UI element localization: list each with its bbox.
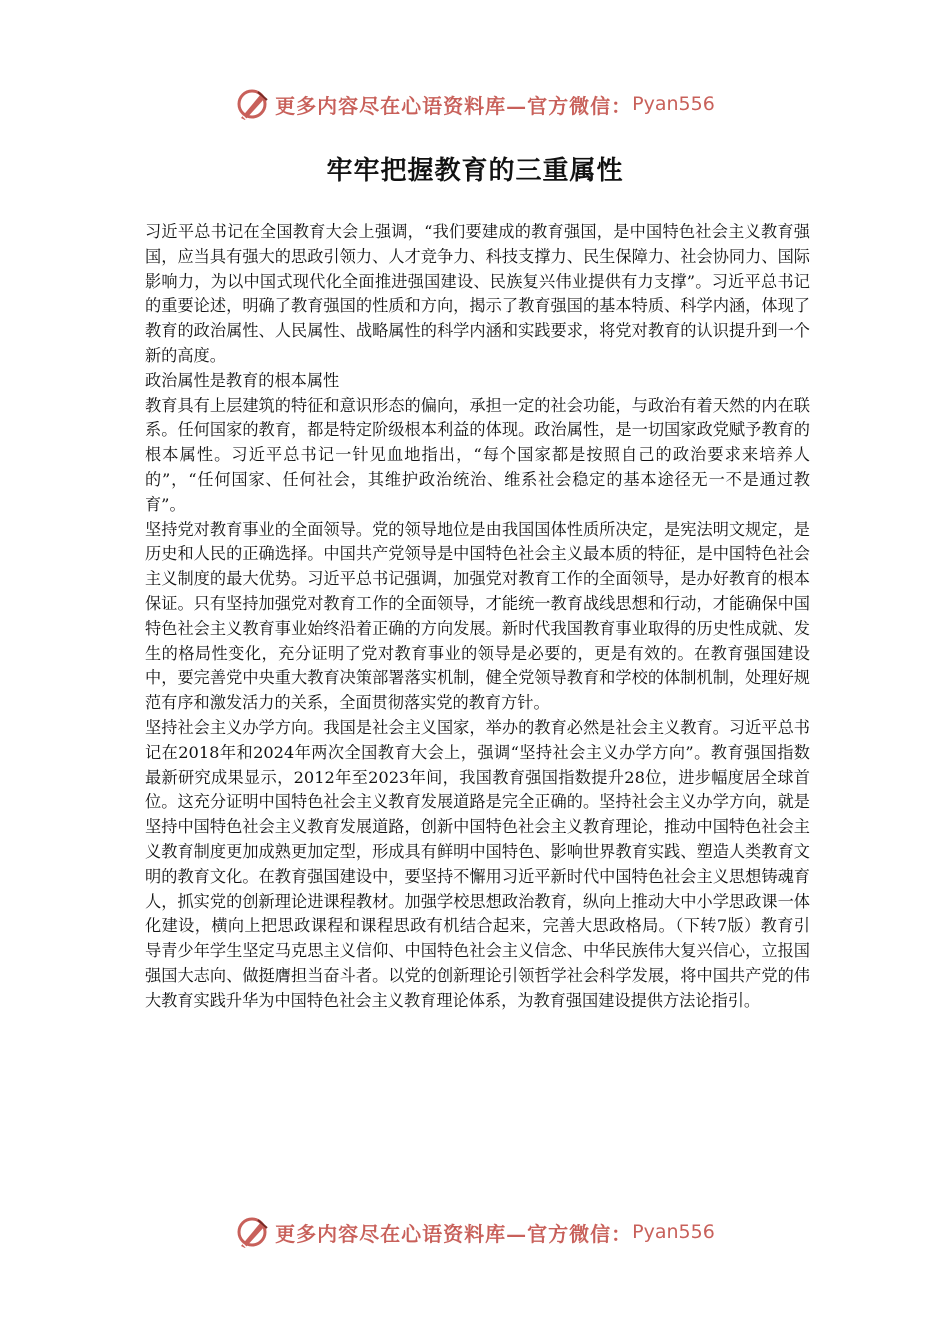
banner-wechat-handle: Pyan556: [632, 93, 715, 115]
banner-text: 更多内容尽在心语资料库—官方微信：: [275, 1221, 633, 1246]
paragraph-intro: 习近平总书记在全国教育大会上强调，“我们要建成的教育强国，是中国特色社会主义教育强国，应当具有强大的思政引领力、人才竞争力、科技支撑力、民生保障力、社会协同力、国际影响力，为以中国式现代化全面推进强国建设、民族复兴伟业提供有力支撑”。习近平总书记的重要论述，明确了教育强国的性质和方向，揭示了教育强国的基本特质、科学内涵，体现了教育的政治属性、人民属性、战略属性的科学内涵和实践要求，将党对教育的认识提升到一个新的高度。: [145, 222, 810, 365]
pen-logo-icon: [235, 86, 271, 122]
paragraph: 坚持社会主义办学方向。我国是社会主义国家，举办的教育必然是社会主义教育。习近平总书记在2018年和2024年两次全国教育大会上，强调“坚持社会主义办学方向”。教育强国指数最新研究成果显示，2012年至2023年间，我国教育强国指数提升28位，进步幅度居全球首位。这充分证明中国特色社会主义教育发展道路是完全正确的。坚持社会主义办学方向，就是坚持中国特色社会主义教育发展道路，创新中国特色社会主义教育理论，推动中国特色社会主义教育制度更加成熟更加定型，形成具有鲜明中国特色、影响世界教育实践、塑造人类教育文明的教育文化。在教育强国建设中，要坚持不懈用习近平新时代中国特色社会主义思想铸魂育人，抓实党的创新理论进课程教材。加强学校思想政治教育，纵向上推动大中小学思政课一体化建设，横向上把思政课程和课程思政有机结合起来，完善大思政格局。（下转7版）教育引导青少年学生坚定马克思主义信仰、中国特色社会主义信念、中华民族伟大复兴信心，立报国强国大志向、做挺膺担当奋斗者。以党的创新理论引领哲学社会科学发展，将中国共产党的伟大教育实践升华为中国特色社会主义教育理论体系，为教育强国建设提供方法论指引。: [145, 717, 810, 1010]
paragraph: 坚持党对教育事业的全面领导。党的领导地位是由我国国体性质所决定，是宪法明文规定，是历史和人民的正确选择。中国共产党领导是中国特色社会主义最本质的特征，是中国特色社会主义制度的最大优势。习近平总书记强调，加强党对教育工作的全面领导，是办好教育的根本保证。只有坚持加强党对教育工作的全面领导，才能统一教育战线思想和行动，才能确保中国特色社会主义教育事业始终沿着正确的方向发展。新时代我国教育事业取得的历史性成就、发生的格局性变化，充分证明了党对教育事业的领导是必要的，更是有效的。在教育强国建设中，要完善党中央重大教育决策部署落实机制，健全党领导教育和学校的体制机制，处理好规范有序和激发活力的关系，全面贯彻落实党的教育方针。: [145, 519, 810, 713]
pen-logo-icon: [235, 1214, 271, 1250]
paragraph: 教育具有上层建筑的特征和意识形态的偏向，承担一定的社会功能，与政治有着天然的内在联系。任何国家的教育，都是特定阶级根本利益的体现。政治属性，是一切国家政党赋予教育的根本属性。习近平总书记一针见血地指出，“每个国家都是按照自己的政治要求来培养人的”，“任何国家、任何社会，其维护政治统治、维系社会稳定的基本途径无一不是通过教育”。: [145, 395, 810, 514]
article-body: [145, 220, 810, 1014]
banner-text: 更多内容尽在心语资料库—官方微信：: [275, 93, 633, 118]
footer-banner: [0, 1212, 950, 1252]
banner-wechat-handle: Pyan556: [632, 1221, 715, 1243]
section-heading: 政治属性是教育的根本属性: [145, 370, 340, 390]
page-title: 牢牢把握教育的三重属性: [326, 156, 624, 186]
header-banner: [0, 84, 950, 124]
